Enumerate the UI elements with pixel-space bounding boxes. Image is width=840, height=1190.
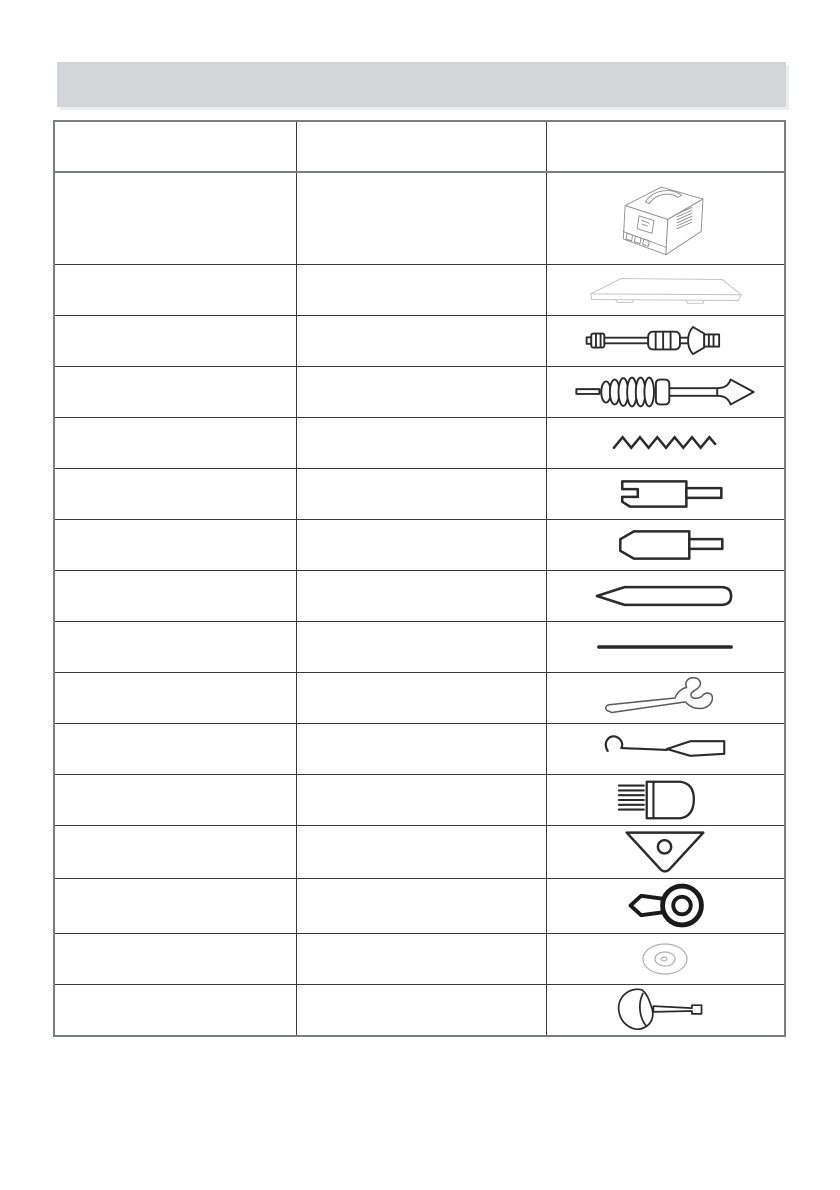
cell-illustration	[546, 724, 785, 775]
round-terminal-icon	[597, 524, 733, 566]
table-row	[54, 520, 785, 571]
cell-illustration	[546, 879, 785, 934]
header-cell-3	[546, 121, 785, 172]
cell-col1	[54, 367, 296, 418]
table-row	[54, 673, 785, 724]
cell-col2	[296, 775, 546, 826]
cell-col2	[296, 934, 546, 985]
cell-col1	[54, 724, 296, 775]
cell-col1	[54, 265, 296, 316]
blade-tip-icon	[591, 583, 739, 609]
cell-col2	[296, 673, 546, 724]
header-cell-2	[296, 121, 546, 172]
power-cable-icon	[581, 319, 749, 363]
brush-icon	[615, 777, 715, 823]
table-row	[54, 985, 785, 1037]
cell-col2	[296, 879, 546, 934]
table-row	[54, 724, 785, 775]
cell-col2	[296, 622, 546, 673]
cell-col2	[296, 418, 546, 469]
header-bar	[57, 62, 786, 107]
cell-col2	[296, 520, 546, 571]
cell-illustration	[546, 520, 785, 571]
cell-col1	[54, 571, 296, 622]
cell-illustration	[546, 418, 785, 469]
cell-col1	[54, 418, 296, 469]
cell-illustration	[546, 775, 785, 826]
cell-col1	[54, 934, 296, 985]
fork-terminal-icon	[597, 473, 733, 515]
table-row	[54, 418, 785, 469]
cell-col1	[54, 469, 296, 520]
cell-illustration	[546, 673, 785, 724]
cell-col1	[54, 520, 296, 571]
table-row	[54, 775, 785, 826]
cell-col1	[54, 673, 296, 724]
cell-col1	[54, 879, 296, 934]
cell-illustration	[546, 826, 785, 879]
cell-illustration	[546, 265, 785, 316]
zigzag-wire-icon	[612, 433, 718, 453]
header-cell-1	[54, 121, 296, 172]
hook-tool-icon	[597, 731, 733, 767]
cell-col2	[296, 469, 546, 520]
cell-col1	[54, 622, 296, 673]
cell-col2	[296, 724, 546, 775]
table-row	[54, 879, 785, 934]
welding-machine-icon	[603, 175, 727, 263]
ribbed-tip-arrow-icon	[570, 369, 760, 415]
straight-rod-icon	[591, 642, 739, 652]
thumb-key-icon	[611, 985, 719, 1035]
washer-icon	[630, 935, 700, 983]
table-row	[54, 172, 785, 265]
parts-table	[53, 120, 786, 1037]
cell-col2	[296, 265, 546, 316]
cell-col2	[296, 316, 546, 367]
cell-col2	[296, 826, 546, 879]
table-row	[54, 826, 785, 879]
table-row	[54, 571, 785, 622]
open-end-wrench-icon	[600, 675, 730, 721]
cell-col1	[54, 985, 296, 1037]
cell-illustration	[546, 469, 785, 520]
ring-eyelet-icon	[614, 879, 716, 933]
table-row	[54, 934, 785, 985]
table-header-row	[54, 121, 785, 172]
cell-illustration	[546, 571, 785, 622]
cell-col1	[54, 316, 296, 367]
table-row	[54, 265, 785, 316]
cell-illustration	[546, 316, 785, 367]
cell-illustration	[546, 367, 785, 418]
table-row	[54, 622, 785, 673]
cell-illustration	[546, 622, 785, 673]
cell-illustration	[546, 934, 785, 985]
table-row	[54, 367, 785, 418]
table-row	[54, 469, 785, 520]
cell-col1	[54, 826, 296, 879]
cell-col2	[296, 571, 546, 622]
cell-illustration	[546, 985, 785, 1037]
triangle-eyelet-icon	[619, 826, 711, 878]
cell-col1	[54, 775, 296, 826]
cell-col2	[296, 985, 546, 1037]
cell-illustration	[546, 172, 785, 265]
flat-case-lid-icon	[579, 270, 751, 310]
cell-col1	[54, 172, 296, 265]
cell-col2	[296, 367, 546, 418]
table-row	[54, 316, 785, 367]
cell-col2	[296, 172, 546, 265]
